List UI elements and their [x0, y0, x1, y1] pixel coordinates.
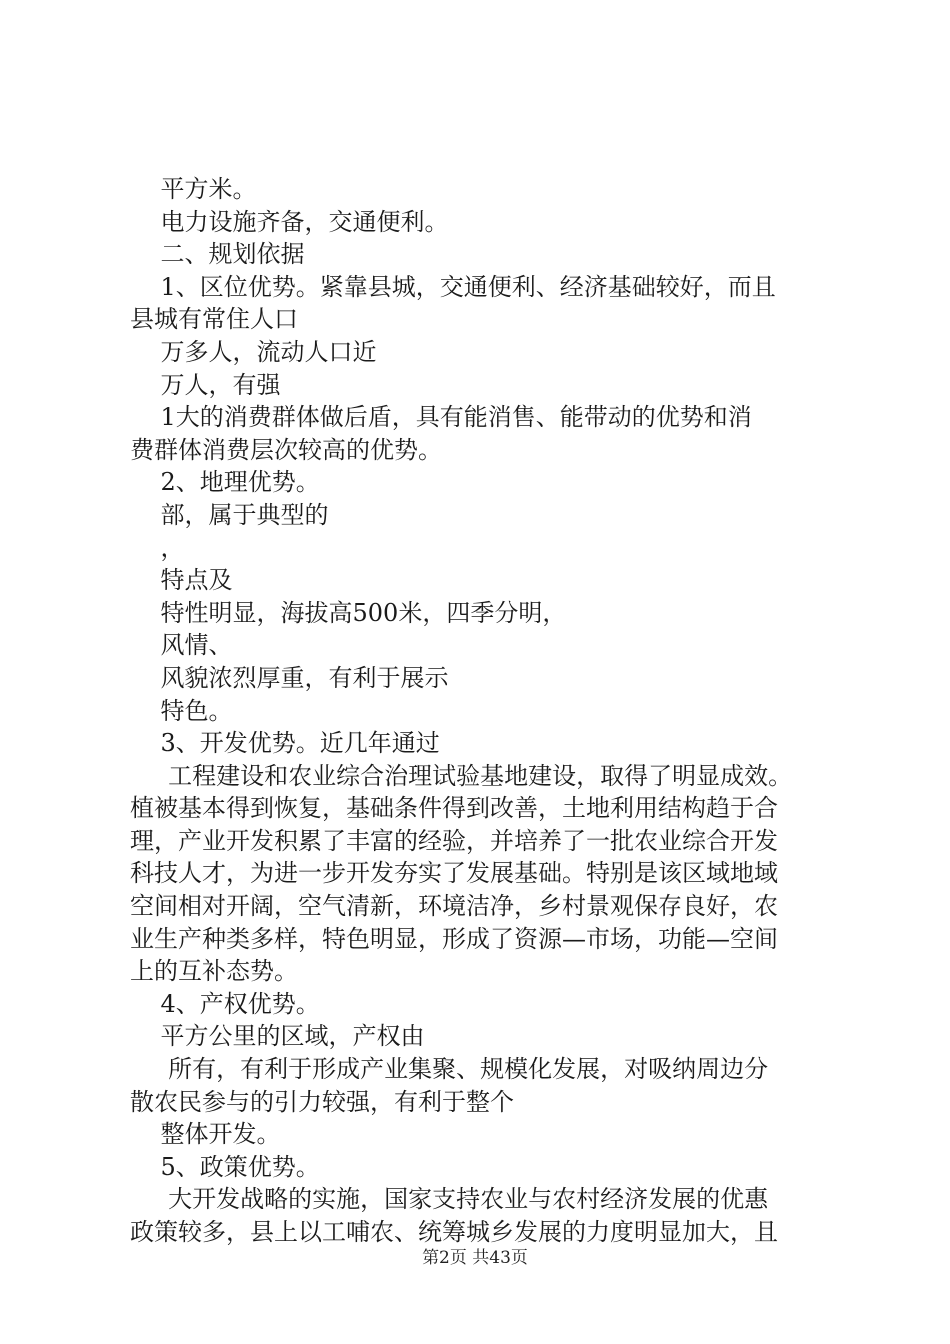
section-heading: 二、规划依据 — [130, 240, 305, 269]
text-line: 整体开发。 — [130, 1120, 281, 1149]
page-number-label: 第2页 共43页 — [422, 1248, 528, 1268]
text-line: 电力设施齐备，交通便利。 — [130, 207, 449, 236]
text-line: 散农民参与的引力较强，有利于整个 — [130, 1087, 514, 1116]
text-line: 风貌浓烈厚重，有利于展示 — [130, 663, 449, 692]
text-line: 平方米。 — [130, 175, 257, 203]
text-line: 植被基本得到恢复，基础条件得到改善，土地利用结构趋于合 — [130, 794, 778, 823]
text-line: 5、政策优势。 — [130, 1152, 320, 1181]
text-line: 特性明显，海拔高500米，四季分明， — [130, 598, 567, 627]
text-line: 大开发战略的实施，国家支持农业与农村经济发展的优惠 — [130, 1185, 769, 1214]
text-line: 4、产权优势。 — [130, 989, 320, 1018]
text-line: 风情、 — [130, 631, 233, 660]
text-line: 县城有常住人口 — [130, 305, 298, 334]
text-line: 业生产种类多样，特色明显，形成了资源—市场，功能—空间 — [130, 924, 778, 953]
text-line: 2、地理优势。 — [130, 468, 320, 497]
text-line: 平方公里的区域，产权由 — [130, 1022, 425, 1051]
text-line: 3、开发优势。近几年通过 — [130, 729, 440, 758]
text-line: 特点及 — [130, 566, 233, 595]
text-line: ， — [130, 533, 185, 562]
text-line: 上的互补态势。 — [130, 957, 298, 986]
text-line: 万多人，流动人口近 — [130, 337, 377, 366]
body-text — [130, 173, 840, 1249]
text-line: 所有，有利于形成产业集聚、规模化发展，对吸纳周边分 — [130, 1055, 769, 1084]
text-line: 科技人才，为进一步开发夯实了发展基础。特别是该区域地域 — [130, 859, 778, 888]
text-line: 理，产业开发积累了丰富的经验，并培养了一批农业综合开发 — [130, 826, 778, 855]
text-line: 工程建设和农业综合治理试验基地建设，取得了明显成效。 — [130, 761, 793, 790]
text-line: 1、区位优势。紧靠县城，交通便利、经济基础较好，而且 — [130, 272, 776, 301]
text-line: 部，属于典型的 — [130, 500, 329, 529]
text-line: 万人，有强 — [130, 370, 281, 399]
text-line: 1大的消费群体做后盾，具有能消售、能带动的优势和消 — [130, 403, 752, 432]
text-line: 费群体消费层次较高的优势。 — [130, 435, 442, 464]
text-line: 政策较多，县上以工哺农、统筹城乡发展的力度明显加大，且 — [130, 1218, 778, 1246]
page-footer — [0, 1243, 950, 1268]
text-line: 空间相对开阔，空气清新，环境洁净，乡村景观保存良好，农 — [130, 892, 778, 921]
text-line: 特色。 — [130, 696, 233, 725]
